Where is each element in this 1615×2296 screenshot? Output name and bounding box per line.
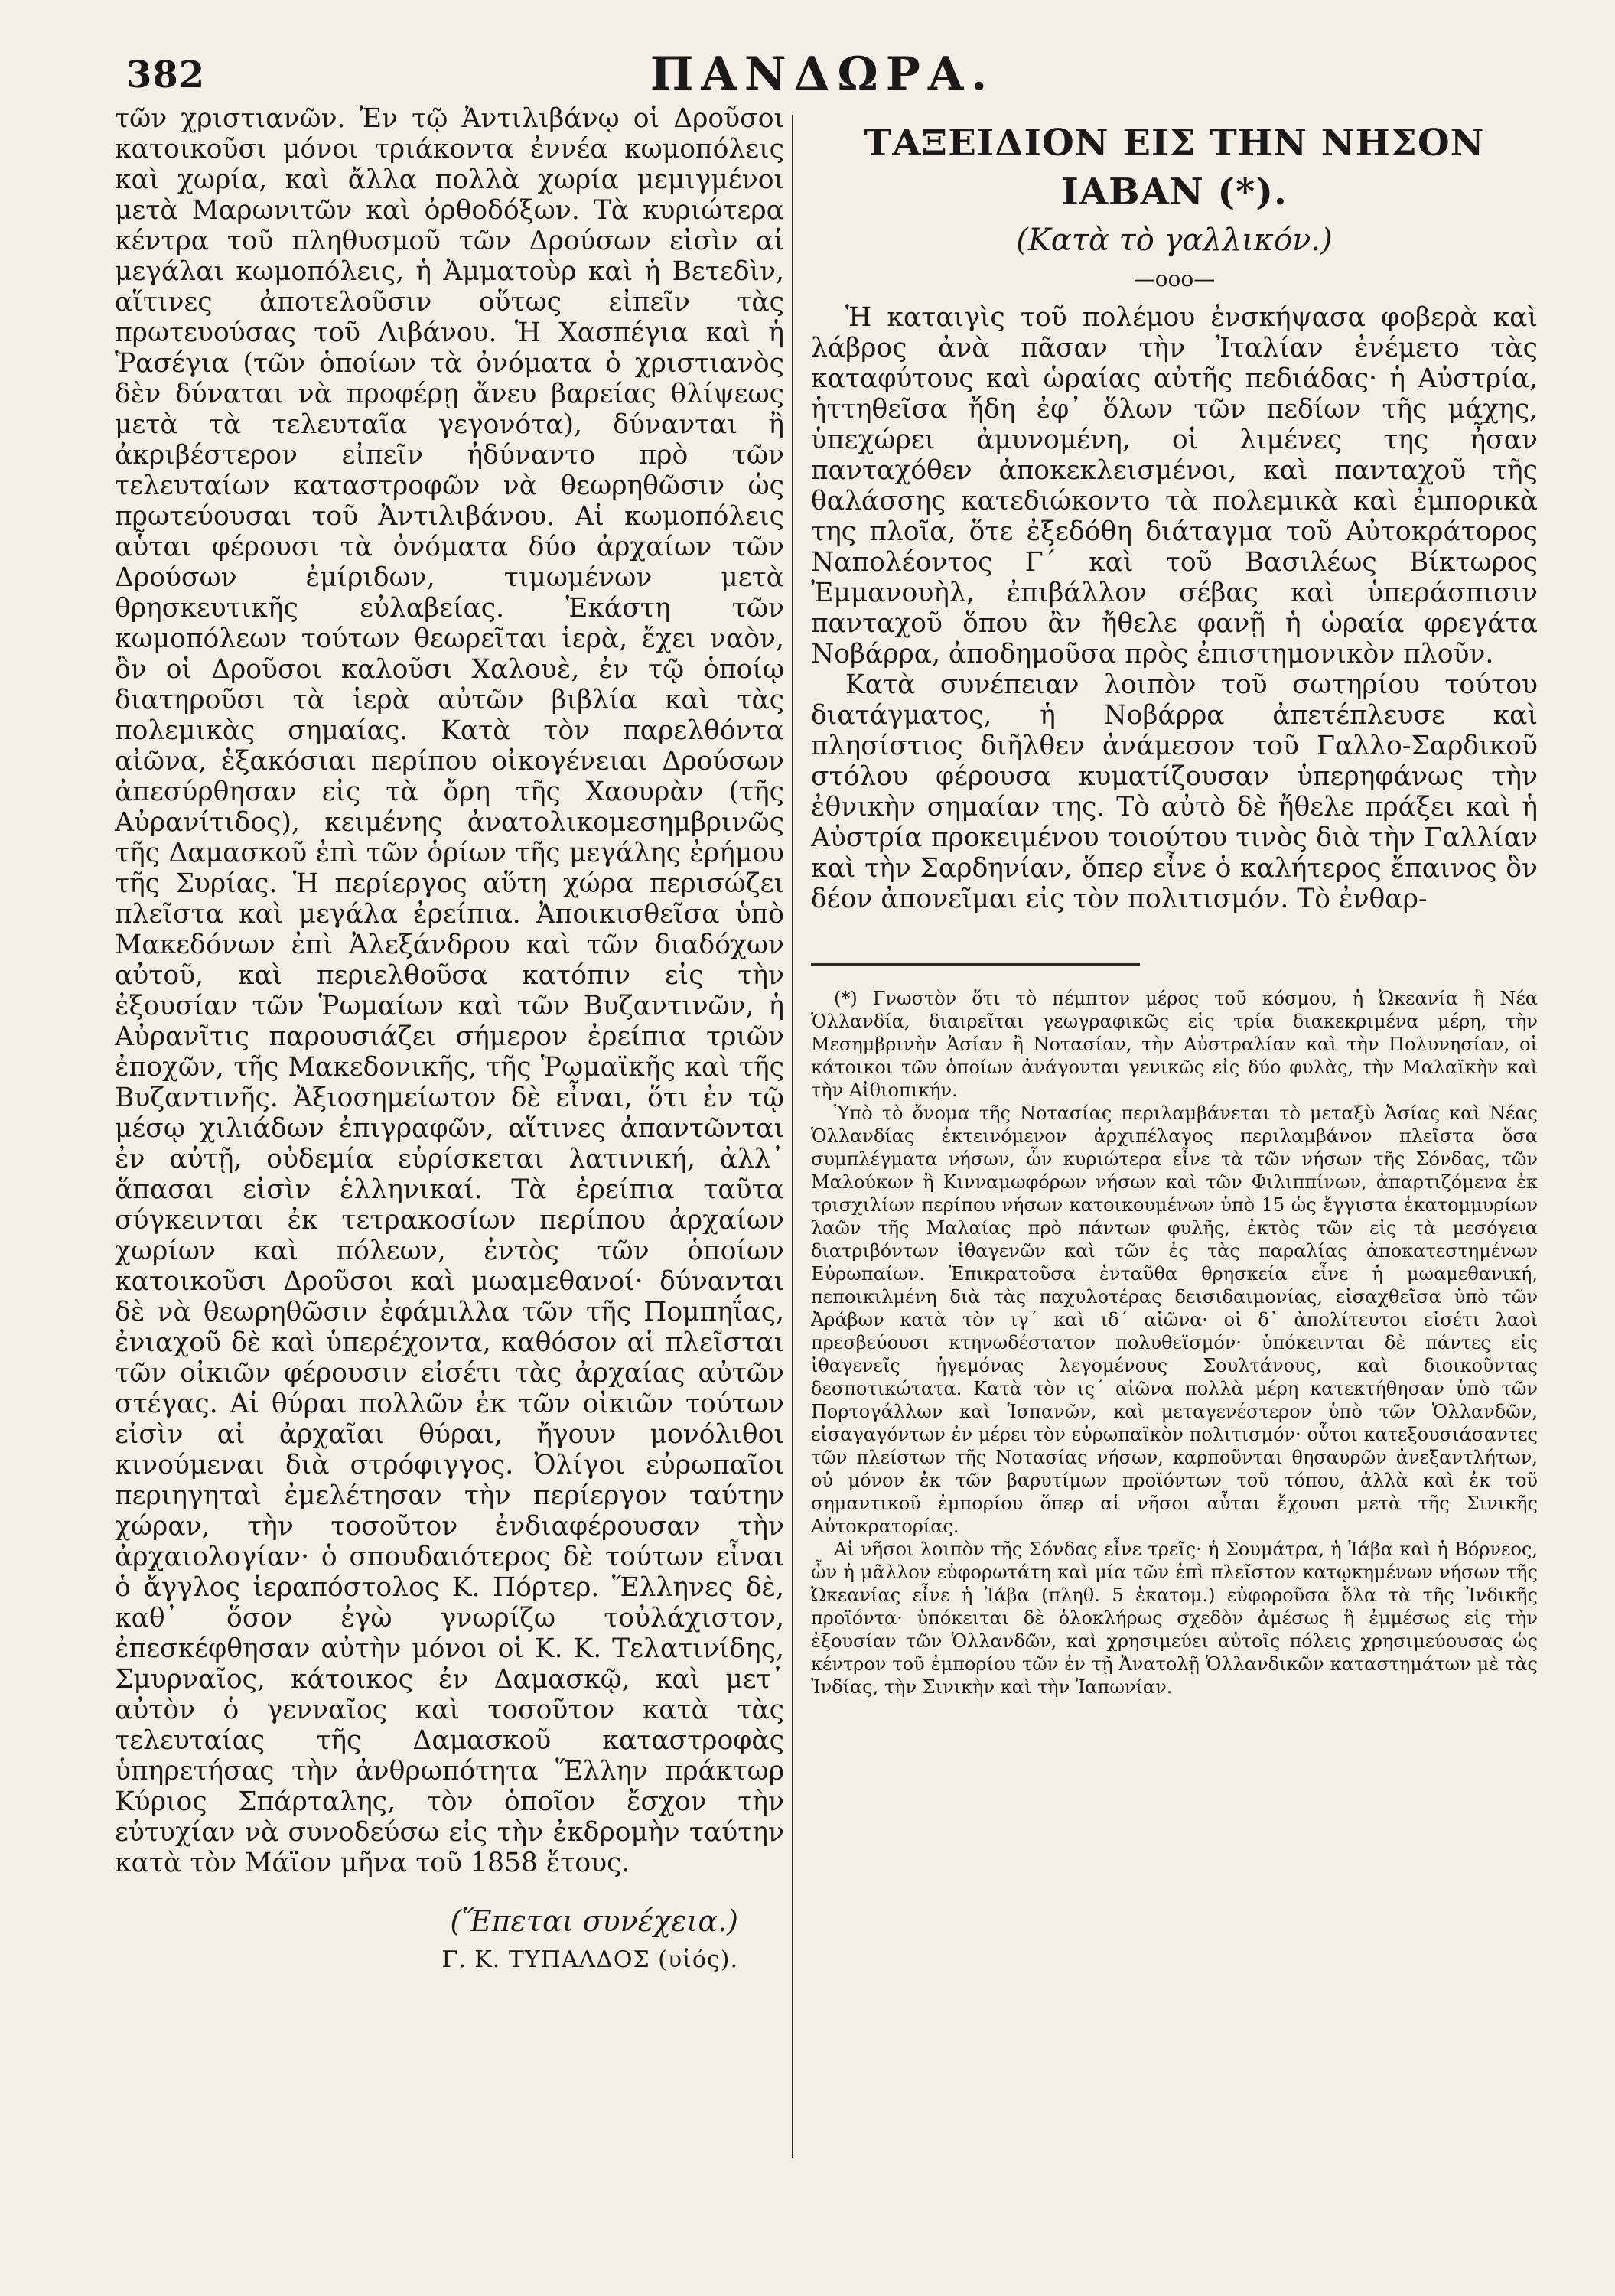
article-title: ΤΑΞΕΙΔΙΟΝ ΕΙΣ ΤΗΝ ΝΗΣΟΝ ΙΑΒΑΝ (*). [864, 122, 1485, 213]
ornament: —ooo— [1133, 266, 1216, 291]
article-paragraph: Κατὰ συνέπειαν λοιπὸν τοῦ σωτηρίου τούτου διατάγματος, ἡ Νοβάρρα ἀπετέπλευσε καὶ πλησίστιος διῆλθεν ἀνάμεσον τοῦ Γαλλο-Σαρδικοῦ στόλου φέρουσα κυματίζουσαν ὑπερηφάνως τὴν ἐθνικὴν σημαίαν της. Τὸ αὐτὸ δὲ ἤθελε πράξει καὶ ἡ Αὐστρία προκειμένου τοιούτου τινὸς διὰ τὴν Γαλλίαν καὶ τὴν Σαρδηνίαν, ὅπερ εἶνε ὁ καλήτερος ἔπαινος ὃν δέον ἀπονεῖμαι εἰς τὸν πολιτισμόν. Τὸ ἐνθαρ- [811, 669, 1538, 914]
footnote: Αἱ νῆσοι λοιπὸν τῆς Σόνδας εἶνε τρεῖς· ἡ Σουμάτρα, ἡ Ἰάβα καὶ ἡ Βόρνεος, ὧν ἡ μᾶλλον εὐφορωτάτη καὶ μία τῶν ἐπὶ πλεῖστον κατῳκημένων νήσων τῆς Ὠκεανίας εἶνε ἡ Ἰάβα (πληθ. 5 ἑκατομ.) εὐφοροῦσα ὅλα τὰ τῆς Ἰνδικῆς προϊόντα· ὑπόκειται δὲ ὁλοκλήρως σχεδὸν ἀμέσως ἢ ἐμμέσως εἰς τὴν ἐξουσίαν τῶν Ὁλλανδῶν, καὶ χρησιμεύει αὐτοῖς πόλεις χρησιμεύουσας ὡς κέντρον τοῦ ἐμπορίου τῶν ἐν τῇ Ἀνατολῇ Ὁλλανδικῶν καταστημάτων μὲ τὰς Ἰνδίας, τὴν Σινικὴν καὶ τὴν Ἰαπωνίαν. [811, 1539, 1538, 1698]
article-subtitle: (Κατὰ τὸ γαλλικόν.) [1016, 223, 1333, 258]
footnote: Ὑπὸ τὸ ὄνομα τῆς Νοτασίας περιλαμβάνεται τὸ μεταξὺ Ἀσίας καὶ Νέας Ὁλλανδίας ἐκτεινόμενον ἀρχιπέλαγος περιλαμβάνον πλεῖστα ὅσα συμπλέγματα νήσων, ὧν κυριώτερα εἶνε τὰ τῶν νήσων τῆς Σόνδας, τῶν Μαλούκων ἢ Κινναμωφόρων νήσων καὶ τῶν Φιλιππίνων, ἀπαρτιζόμενα ἐκ τρισχιλίων περίπου νήσων κατοικουμένων ὑπὸ 15 ὡς ἔγγιστα ἑκατομμυρίων λαῶν τῆς Μαλαίας πρὸ πάντων φυλῆς, ἐκτὸς τῶν εἰς τὰ μεσόγεια διατριβόντων ἰθαγενῶν καὶ τῶν ἐς τὰς παραλίας ἀποκατεστημένων Εὐρωπαίων. Ἐπικρατοῦσα ἐνταῦθα θρησκεία εἶνε ἡ μωαμεθανική, πεποικιλμένη διὰ τὰς παχυλοτέρας δεισιδαιμονίας, εἰσαχθεῖσα ὑπὸ τῶν Ἀράβων κατὰ τὸν ιγ΄ καὶ ιδ΄ αἰῶνα· οἱ δ᾽ ἀπολίτευτοι εἰσέτι λαοὶ πρεσβεύουσι κτηνωδέστατον πολυθεϊσμόν· ὑπόκεινται δὲ πάντες εἰς ἰθαγενεῖς ἡγεμόνας λεγομένους Σουλτάνους, καὶ διοικοῦντας δεσποτικώτατα. Κατὰ τὸν ις΄ αἰῶνα πολλὰ μέρη κατεκτήθησαν ὑπὸ τῶν Πορτογάλλων καὶ Ἱσπανῶν, καὶ μεταγενέστερον ὑπὸ τῶν Ὁλλανδῶν, εἰσαγαγόντων ἐν μέρει τὸν εὐρωπαϊκὸν πολιτισμόν· οὗτοι κατεξουσιάσαντες τῶν πλείστων τῆς Νοτασίας νήσων, καρποῦνται θησαυρῶν ἀνεξαντλήτων, οὐ μόνον ἐκ τῶν βαρυτίμων προϊόντων τοῦ τόπου, ἀλλὰ καὶ ἐκ τοῦ σημαντικοῦ ἐμπορίου ὅπερ αἱ νῆσοι αὗται ἔχουσι μετὰ τῆς Σινικῆς Αὐτοκρατορίας. [811, 1102, 1538, 1537]
footnote: (*) Γνωστὸν ὅτι τὸ πέμπτον μέρος τοῦ κόσμου, ἡ Ὠκεανία ἢ Νέα Ὁλλανδία, διαιρεῖται γεωγραφικῶς εἰς τρία διακεκριμένα μέρη, τὴν Μεσημβρινὴν Ἀσίαν ἢ Νοτασίαν, τὴν Αὐστραλίαν καὶ τὴν Πολυνησίαν, οἱ κάτοικοι τῶν ὁποίων ἀνάγονται γενικῶς εἰς δύο φυλὰς, τὴν Μαλαϊκὴν καὶ τὴν Αἰθιοπικήν. [811, 988, 1538, 1101]
left-column [115, 103, 784, 2215]
page-number: 382 [126, 54, 206, 96]
left-column-text: τῶν χριστιανῶν. Ἐν τῷ Ἀντιλιβάνῳ οἱ Δροῦσοι κατοικοῦσι μόνοι τριάκοντα ἐννέα κωμοπόλεις καὶ χωρία, καὶ ἄλλα πολλὰ χωρία μεμιγμένοι μετὰ Μαρωνιτῶν καὶ ὀρθοδόξων. Τὰ κυριώτερα κέντρα τοῦ πληθυσμοῦ τῶν Δρούσων εἰσὶν αἱ μεγάλαι κωμοπόλεις, ἡ Ἀμματοὺρ καὶ ἡ Βετεδὶν, αἵτινες ἀποτελοῦσιν οὕτως εἰπεῖν τὰς πρωτευούσας τοῦ Λιβάνου. Ἡ Χασπέγια καὶ ἡ Ῥασέγια (τῶν ὁποίων τὰ ὀνόματα ὁ χριστιανὸς δὲν δύναται νὰ προφέρῃ ἄνευ βαρείας θλίψεως μετὰ τὰ τελευταῖα γεγονότα), δύνανται ἢ ἀκριβέστερον εἰπεῖν ἠδύναντο πρὸ τῶν τελευταίων καταστροφῶν νὰ θεωρηθῶσιν ὡς πρωτεύουσαι τοῦ Ἀντιλιβάνου. Αἱ κωμοπόλεις αὗται φέρουσι τὰ ὀνόματα δύο ἀρχαίων τῶν Δρούσων ἐμίριδων, τιμωμένων μετὰ θρησκευτικῆς εὐλαβείας. Ἑκάστη τῶν κωμοπόλεων τούτων θεωρεῖται ἱερὰ, ἔχει ναὸν, ὃν οἱ Δροῦσοι καλοῦσι Χαλουὲ, ἐν τῷ ὁποίῳ διατηροῦσι τὰ ἱερὰ αὐτῶν βιβλία καὶ τὰς πολεμικὰς σημαίας. Κατὰ τὸν παρελθόντα αἰῶνα, ἑξακόσιαι περίπου οἰκογένειαι Δρούσων ἀπεσύρθησαν εἰς τὰ ὄρη τῆς Χαουρὰν (τῆς Αὐρανίτιδος), κειμένης ἀνατολικομεσημβρινῶς τῆς Δαμασκοῦ ἐπὶ τῶν ὁρίων τῆς μεγάλης ἐρήμου τῆς Συρίας. Ἡ περίεργος αὕτη χώρα περισώζει πλεῖστα καὶ μεγάλα ἐρείπια. Ἀποικισθεῖσα ὑπὸ Μακεδόνων ἐπὶ Ἀλεξάνδρου καὶ τῶν διαδόχων αὐτοῦ, καὶ περιελθοῦσα κατόπιν εἰς τὴν ἐξουσίαν τῶν Ῥωμαίων καὶ τῶν Βυζαντινῶν, ἡ Αὐρανῖτις παρουσιάζει σήμερον ἐρείπια τριῶν ἐποχῶν, τῆς Μακεδονικῆς, τῆς Ῥωμαϊκῆς καὶ τῆς Βυζαντινῆς. Ἀξιοσημείωτον δὲ εἶναι, ὅτι ἐν τῷ μέσῳ χιλιάδων ἐπιγραφῶν, αἵτινες ἀπαντῶνται ἐν αὐτῇ, οὐδεμία εὑρίσκεται λατινική, ἀλλ᾽ ἅπασαι εἰσὶν ἑλληνικαί. Τὰ ἐρείπια ταῦτα σύγκεινται ἐκ τετρακοσίων περίπου ἀρχαίων χωρίων καὶ πόλεων, ἐντὸς τῶν ὁποίων κατοικοῦσι Δροῦσοι καὶ μωαμεθανοί· δύνανται δὲ νὰ θεωρηθῶσιν ἐφάμιλλα τῶν τῆς Πομπηΐας, ἐνιαχοῦ δὲ καὶ ὑπερέχοντα, καθόσον αἱ πλεῖσται τῶν οἰκιῶν φέρουσιν εἰσέτι τὰς ἀρχαίας αὐτῶν στέγας. Αἱ θύραι πολλῶν ἐκ τῶν οἰκιῶν τούτων εἰσὶν αἱ ἀρχαῖαι θύραι, ἤγουν μονόλιθοι κινούμεναι διὰ στρόφιγγος. Ὀλίγοι εὐρωπαῖοι περιηγηταὶ ἐμελέτησαν τὴν περίεργον ταύτην χώραν, τὴν τοσοῦτον ἐνδιαφέρουσαν τὴν ἀρχαιολογίαν· ὁ σπουδαιότερος δὲ τούτων εἶναι ὁ ἄγγλος ἱεραπόστολος Κ. Πόρτερ. Ἕλληνες δὲ, καθ᾽ ὅσον ἐγὼ γνωρίζω τοὐλάχιστον, ἐπεσκέφθησαν αὐτὴν μόνοι οἱ Κ. Κ. Τελατινίδης, Σμυρναῖος, κάτοικος ἐν Δαμασκῷ, καὶ μετ᾽ αὐτὸν ὁ γενναῖος καὶ τοσοῦτον κατὰ τὰς τελευταίας τῆς Δαμασκοῦ καταστροφὰς ὑπηρετήσας τὴν ἀνθρωπότητα Ἕλλην πράκτωρ Κύριος Σπάρταλης, τὸν ὁποῖον ἔσχον τὴν εὐτυχίαν νὰ συνοδεύσω εἰς τὴν ἐκδρομὴν ταύτην κατὰ τὸν Μάϊον μῆνα τοῦ 1858 ἔτους. [115, 103, 784, 1878]
journal-title: ΠΑΝΔΩΡΑ. [650, 47, 995, 101]
footnotes [811, 987, 1538, 1698]
article-paragraph: Ἡ καταιγὶς τοῦ πολέμου ἐνσκήψασα φοβερὰ καὶ λάβρος ἀνὰ πᾶσαν τὴν Ἰταλίαν ἐνέμετο τὰς καταφύτους καὶ ὡραίας αὐτῆς πεδιάδας· ἡ Αὐστρία, ἡττηθεῖσα ἤδη ἐφ᾽ ὅλων τῶν πεδίων τῆς μάχης, ὑπεχώρει ἀμυνομένη, οἱ λιμένες της ἦσαν πανταχόθεν ἀποκεκλεισμένοι, καὶ πανταχοῦ τῆς θαλάσσης κατεδιώκοντο τὰ πολεμικὰ καὶ ἐμπορικὰ της πλοῖα, ὅτε ἐξεδόθη διάταγμα τοῦ Αὐτοκράτορος Ναπολέοντος Γ΄ καὶ τοῦ Βασιλέως Βίκτωρος Ἐμμανουὴλ, ἐπιβάλλον σέβας καὶ ὑπεράσπισιν πανταχοῦ ὅπου ἂν ἤθελε φανῇ ἡ ὡραία φρεγάτα Νοβάρρα, ἀποδημοῦσα πρὸς ἐπιστημονικὸν πλοῦν. [811, 302, 1538, 669]
column-divider [792, 115, 793, 2158]
continued-note: (Ἕπεται συνέχεια.) [450, 1904, 738, 1938]
footnote-rule [811, 963, 1140, 966]
author-signature: Γ. Κ. ΤΥΠΑΛΔΟΣ (υἱός). [441, 1946, 738, 1973]
right-column [811, 103, 1538, 2291]
